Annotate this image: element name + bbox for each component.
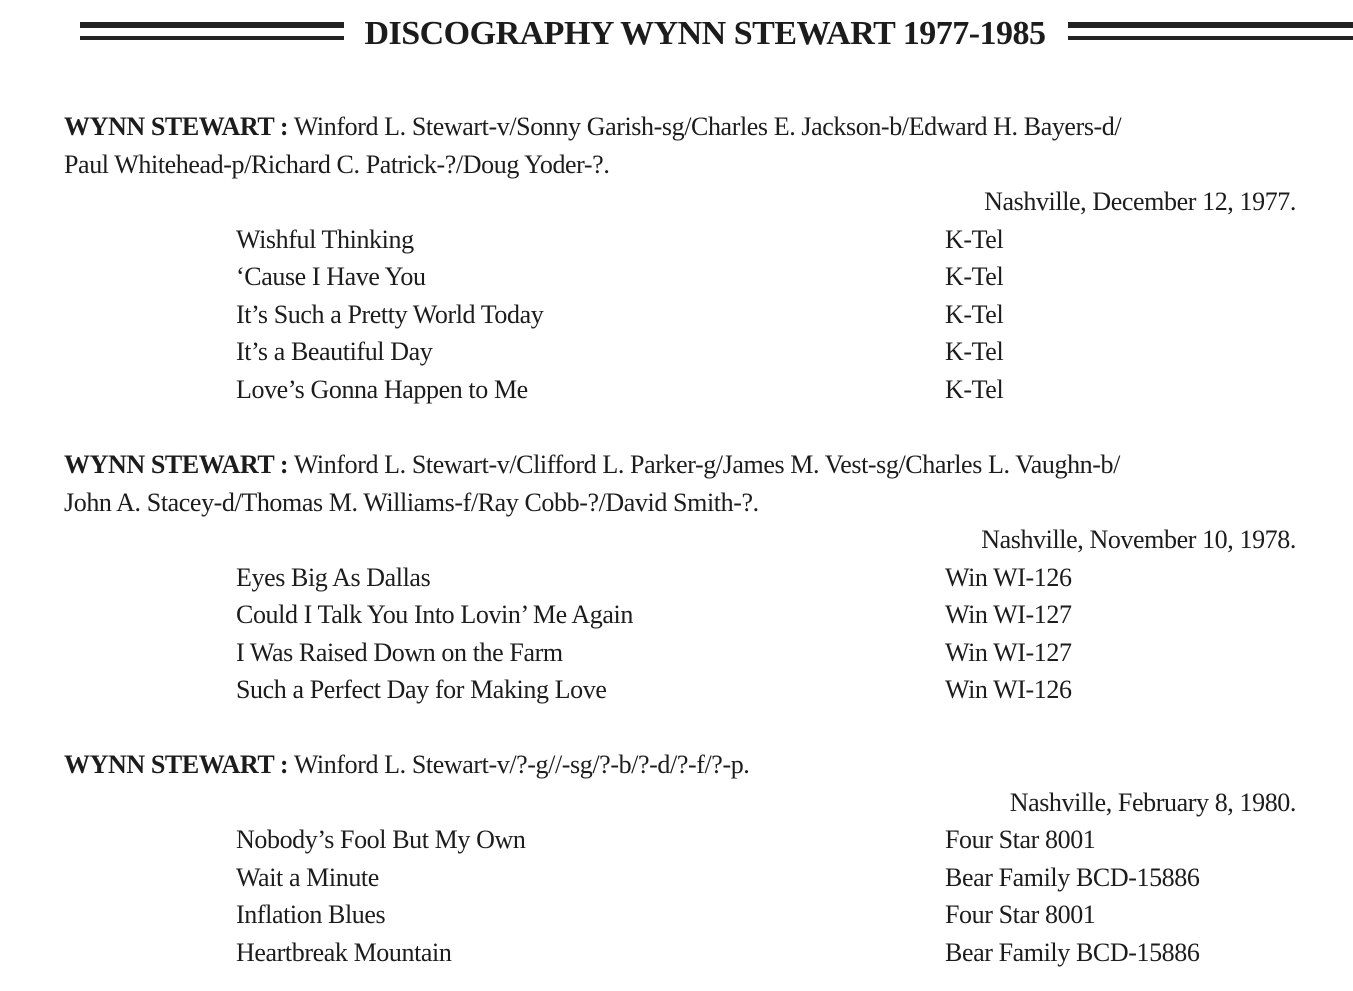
session-place-date: Nashville, November 10, 1978. bbox=[981, 525, 1296, 554]
track-title: Wishful Thinking bbox=[236, 224, 414, 254]
track-title: Could I Talk You Into Lovin’ Me Again bbox=[236, 600, 633, 629]
track-title: Love’s Gonna Happen to Me bbox=[236, 374, 528, 404]
track-row bbox=[64, 596, 1304, 634]
track-row bbox=[64, 934, 1304, 972]
session-1978 bbox=[64, 446, 1304, 709]
session-place-date: Nashville, February 8, 1980. bbox=[1009, 787, 1296, 817]
track-row bbox=[64, 221, 1304, 259]
lineup-line-1 bbox=[64, 746, 1304, 784]
track-label: K-Tel bbox=[945, 262, 1004, 291]
track-title: Such a Perfect Day for Making Love bbox=[236, 675, 607, 704]
track-label: K-Tel bbox=[945, 337, 1004, 366]
track-title: Nobody’s Fool But My Own bbox=[236, 825, 526, 854]
track-row bbox=[64, 859, 1304, 897]
header-rule-left bbox=[80, 22, 344, 46]
lineup-line-1 bbox=[64, 446, 1304, 484]
artist-name: WYNN STEWART : bbox=[64, 750, 289, 779]
lineup-text: Winford L. Stewart-v/Clifford L. Parker-g/James M. Vest-sg/Charles L. Vaughn-b/ bbox=[293, 450, 1120, 479]
track-label: K-Tel bbox=[945, 224, 1004, 254]
track-label: Win WI-127 bbox=[945, 637, 1072, 667]
lineup-line-2: Paul Whitehead-p/Richard C. Patrick-?/Doug Yoder-?. bbox=[64, 149, 610, 179]
lineup-text: Winford L. Stewart-v/Sonny Garish-sg/Charles E. Jackson-b/Edward H. Bayers-d/ bbox=[293, 112, 1122, 141]
track-row bbox=[64, 634, 1304, 672]
track-title: Inflation Blues bbox=[236, 900, 386, 929]
track-row bbox=[64, 671, 1304, 709]
track-label: Four Star 8001 bbox=[945, 825, 1096, 854]
track-title: I Was Raised Down on the Farm bbox=[236, 637, 563, 667]
track-label: K-Tel bbox=[945, 374, 1004, 404]
header-rule-right bbox=[1068, 22, 1353, 46]
track-title: Heartbreak Mountain bbox=[236, 937, 452, 967]
track-row bbox=[64, 333, 1304, 371]
track-label: Win WI-126 bbox=[945, 562, 1072, 592]
lineup-text: Winford L. Stewart-v/?-g//-sg/?-b/?-d/?-f/?-p. bbox=[293, 750, 750, 779]
track-label: Bear Family BCD-15886 bbox=[945, 862, 1200, 892]
track-label: Win WI-127 bbox=[945, 600, 1072, 629]
track-row bbox=[64, 821, 1304, 859]
session-1977 bbox=[64, 108, 1304, 408]
track-title: Wait a Minute bbox=[236, 862, 379, 892]
track-label: Four Star 8001 bbox=[945, 900, 1096, 929]
track-row bbox=[64, 371, 1304, 409]
track-label: Win WI-126 bbox=[945, 675, 1072, 704]
track-title: It’s Such a Pretty World Today bbox=[236, 299, 544, 329]
track-row bbox=[64, 296, 1304, 334]
track-label: Bear Family BCD-15886 bbox=[945, 937, 1200, 967]
track-row bbox=[64, 559, 1304, 597]
page-header bbox=[0, 12, 1353, 56]
track-row bbox=[64, 896, 1304, 934]
track-label: K-Tel bbox=[945, 299, 1004, 329]
lineup-line-1 bbox=[64, 108, 1304, 146]
track-title: ‘Cause I Have You bbox=[236, 262, 426, 291]
session-1980 bbox=[64, 746, 1304, 971]
artist-name: WYNN STEWART : bbox=[64, 450, 289, 479]
track-title: It’s a Beautiful Day bbox=[236, 337, 433, 366]
track-row bbox=[64, 258, 1304, 296]
session-place-date: Nashville, December 12, 1977. bbox=[984, 187, 1296, 216]
track-title: Eyes Big As Dallas bbox=[236, 562, 431, 592]
artist-name: WYNN STEWART : bbox=[64, 112, 289, 141]
lineup-line-2: John A. Stacey-d/Thomas M. Williams-f/Ray Cobb-?/David Smith-?. bbox=[64, 487, 759, 517]
page-title: DISCOGRAPHY WYNN STEWART 1977-1985 bbox=[364, 15, 1046, 52]
